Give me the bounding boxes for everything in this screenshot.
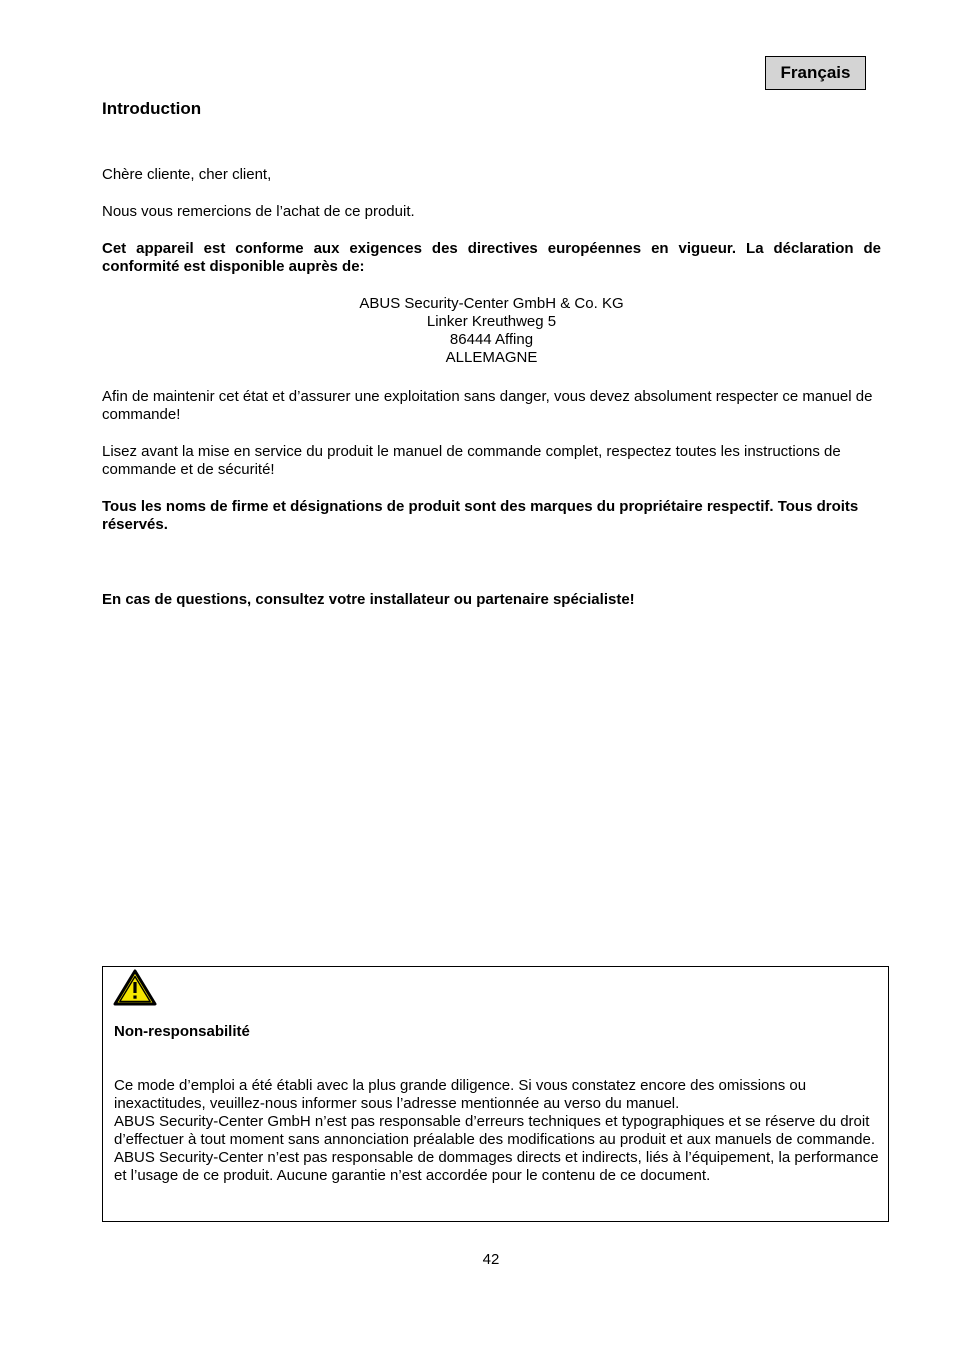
thanks-text: Nous vous remercions de l’achat de ce produit. <box>102 203 415 220</box>
page-number: 42 <box>482 1251 500 1268</box>
disclaimer-paragraph: Ce mode d’emploi a été établi avec la plus grande diligence. Si vous constatez encore des omissions ou inexactitudes, veuillez-nous informer sous l’adresse mentionnée au verso du manuel. <box>114 1077 807 1112</box>
disclaimer-paragraph: ABUS Security-Center GmbH n’est pas responsable d’erreurs techniques et typographiques et se réserve du droit d’effectuer à tout moment sans annonciation préalable des modifications au produit et aux manuels de commande. <box>114 1113 876 1148</box>
address-line-country: ALLEMAGNE <box>445 349 538 366</box>
disclaimer-paragraph: ABUS Security-Center n’est pas responsable de dommages directs et indirects, liés à l’équipement, la performance et l’usage de ce produit. Aucune garantie n’est accordée pour le contenu de ce document. <box>114 1149 879 1184</box>
questions-text: En cas de questions, consultez votre installateur ou partenaire spécialiste! <box>102 591 635 608</box>
warning-triangle-icon <box>113 969 157 1007</box>
disclaimer-box <box>102 966 889 1222</box>
disclaimer-title: Non-responsabilité <box>114 1023 250 1040</box>
maintain-text: Afin de maintenir cet état et d’assurer une exploitation sans danger, vous devez absolument respecter ce manuel de commande! <box>102 388 873 423</box>
read-before-text: Lisez avant la mise en service du produit le manuel de commande complet, respectez toutes les instructions de commande et de sécurité! <box>102 443 841 478</box>
address-line-street: Linker Kreuthweg 5 <box>426 313 557 330</box>
address-line-city: 86444 Affing <box>449 331 534 348</box>
address-line-company: ABUS Security-Center GmbH & Co. KG <box>359 295 624 312</box>
greeting-text: Chère cliente, cher client, <box>102 166 272 183</box>
language-badge: Français <box>765 56 866 90</box>
manufacturer-address <box>102 295 881 367</box>
trademarks-text: Tous les noms de firme et désignations de produit sont des marques du propriétaire respectif. Tous droits réservés. <box>102 498 859 533</box>
disclaimer-body <box>114 1077 879 1185</box>
conformity-text: Cet appareil est conforme aux exigences des directives européennes en vigueur. La déclaration de conformité est disponible auprès de: <box>102 240 881 275</box>
page-title: Introduction <box>102 99 202 118</box>
